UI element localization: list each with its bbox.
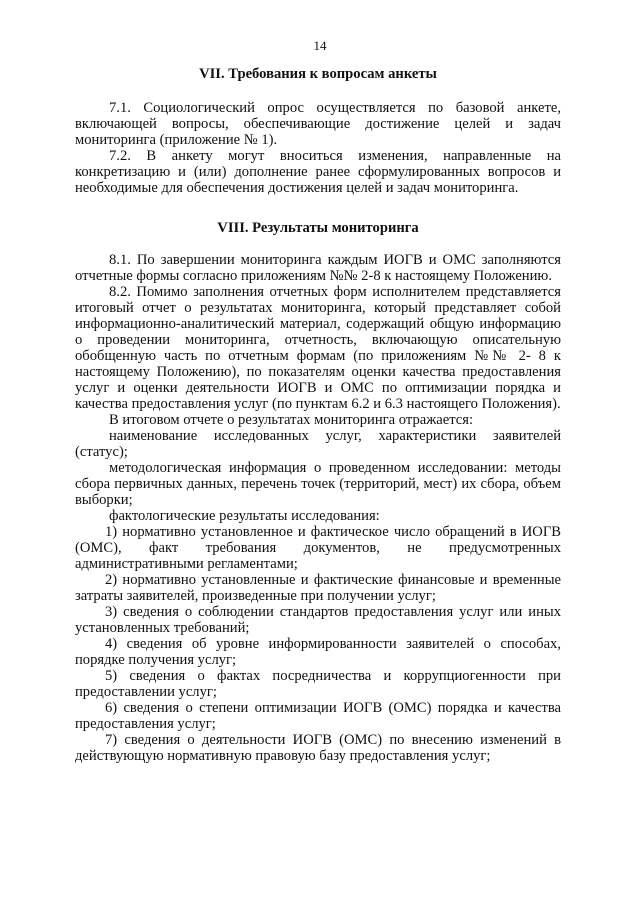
paragraph-8-1: 8.1. По завершении мониторинга каждым ИОГВ и ОМС заполняются отчетные формы согласно приложениям №№ 2-8 к настоящему Положению. <box>75 252 561 284</box>
list-item-7: 7) сведения о деятельности ИОГВ (ОМС) по внесению изменений в действующую нормативную правовую базу предоставления услуг; <box>75 732 561 764</box>
paragraph-report-intro: В итоговом отчете о результатах мониторинга отражается: <box>109 412 474 428</box>
paragraph-7-2: 7.2. В анкету могут вноситься изменения, направленные на конкретизацию и (или) дополнение ранее сформулированных вопросов и необходимые для обеспечения достижения целей и задач мониторинга. <box>75 148 561 196</box>
paragraph-factual-results: фактологические результаты исследования: <box>109 508 380 524</box>
list-item-4: 4) сведения об уровне информированности заявителей о способах, порядке получения услуг; <box>75 636 561 668</box>
list-item-2: 2) нормативно установленные и фактические финансовые и временные затраты заявителей, произведенные при получении услуг; <box>75 572 561 604</box>
paragraph-7-1: 7.1. Социологический опрос осуществляется по базовой анкете, включающей вопросы, обеспечивающие достижение целей и задач мониторинга (приложение № 1). <box>75 100 561 148</box>
document-body <box>75 66 561 764</box>
section-7-title: VII. Требования к вопросам анкеты <box>199 66 437 82</box>
page-number: 14 <box>313 38 327 53</box>
paragraph-8-2: 8.2. Помимо заполнения отчетных форм исполнителем представляется итоговый отчет о результатах мониторинга, который представляет собой информационно-аналитический материал, содержащий общую информацию о проведении мониторинга, отчетность, включающую описательную обобщенную часть по отчетным формам (по приложениям №№ 2- 8 к настоящему Положению), по показателям оценки качества предоставления услуг и оценки деятельности ИОГВ и ОМС по оптимизации порядка и качества предоставления услуг (по пунктам 6.2 и 6.3 настоящего Положения). <box>75 284 561 412</box>
paragraph-services-name: наименование исследованных услуг, характеристики заявителей (статус); <box>75 428 561 460</box>
list-item-5: 5) сведения о фактах посредничества и коррупциогенности при предоставлении услуг; <box>75 668 561 700</box>
list-item-1: 1) нормативно установленное и фактическое число обращений в ИОГВ (ОМС), факт требования документов, не предусмотренных административными регламентами; <box>75 524 561 572</box>
list-item-3: 3) сведения о соблюдении стандартов предоставления услуг или иных установленных требований; <box>75 604 561 636</box>
list-item-6: 6) сведения о степени оптимизации ИОГВ (ОМС) порядка и качества предоставления услуг; <box>75 700 561 732</box>
paragraph-methodology: методологическая информация о проведенном исследовании: методы сбора первичных данных, перечень точек (территорий, мест) их сбора, объем выборки; <box>75 460 561 508</box>
section-8-title: VIII. Результаты мониторинга <box>217 220 419 236</box>
